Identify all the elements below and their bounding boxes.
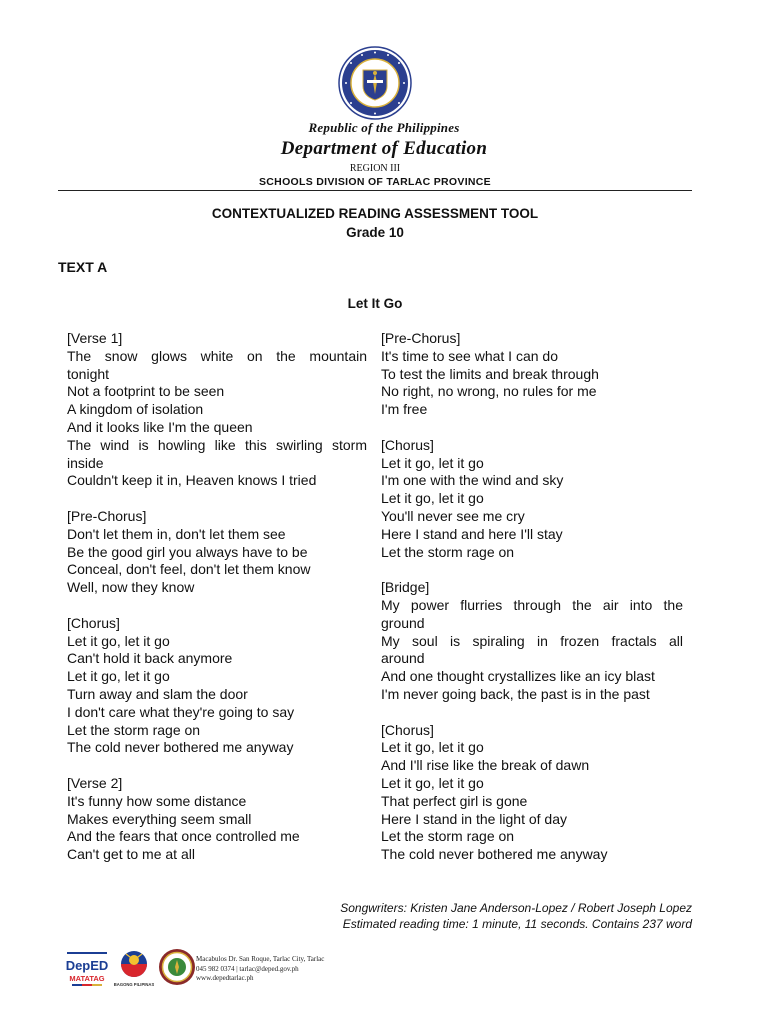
lyrics-stanza — [381, 437, 683, 562]
stanza-heading: [Bridge] — [381, 579, 430, 596]
lyric-line: Couldn't keep it in, Heaven knows I tried — [67, 472, 317, 489]
footer-address: Macabulos Dr. San Roque, Tarlac City, Tarlac — [196, 955, 325, 963]
lyric-line: A kingdom of isolation — [67, 401, 204, 418]
stanza-heading: [Pre-Chorus] — [67, 507, 147, 524]
header-divider — [58, 190, 692, 191]
department-heading: Department of Education — [280, 138, 488, 159]
lyric-line: And one thought crystallizes like an icy blast — [381, 668, 655, 685]
lyric-line: Here I stand in the light of day — [381, 810, 567, 827]
deped-matatag-logo-icon — [66, 950, 108, 990]
lyric-line: My soul is spiraling in frozen fractals all — [381, 632, 683, 649]
lyric-line: Can't get to me at all — [67, 846, 195, 863]
lyric-line: The snow glows white on the mountain — [67, 347, 367, 364]
lyric-line: I'm free — [381, 401, 428, 418]
stanza-heading: [Chorus] — [381, 436, 434, 453]
lyric-line: Let it go, let it go — [381, 774, 484, 791]
song-title: Let It Go — [347, 296, 403, 311]
lyrics-stanza — [67, 615, 367, 757]
songwriters-credit: Songwriters: Kristen Jane Anderson-Lopez / Robert Joseph Lopez — [340, 901, 692, 915]
lyric-line: My power flurries through the air into the — [381, 596, 683, 613]
lyrics-stanza — [381, 330, 683, 419]
lyrics-stanza — [381, 722, 683, 864]
lyric-line: Makes everything seem small — [67, 810, 252, 827]
lyric-line: Let it go, let it go — [381, 454, 484, 471]
lyric-line: The cold never bothered me anyway — [381, 846, 608, 863]
lyric-line: That perfect girl is gone — [381, 792, 528, 809]
lyric-line: Let it go, let it go — [67, 632, 170, 649]
lyric-line: Let it go, let it go — [381, 739, 484, 756]
grade-label: Grade 10 — [346, 225, 404, 240]
stanza-heading: [Verse 1] — [67, 330, 123, 346]
region-label: REGION III — [349, 163, 401, 174]
credits — [340, 900, 692, 932]
stanza-heading: [Pre-Chorus] — [381, 330, 461, 346]
stanza-heading: [Chorus] — [67, 614, 120, 631]
lyric-line: To test the limits and break through — [381, 365, 599, 382]
deped-logo-text: DepED — [66, 958, 108, 973]
division-seal-icon — [158, 948, 196, 986]
lyric-line: around — [381, 650, 425, 667]
lyric-line: And it looks like I'm the queen — [67, 418, 253, 435]
division-label: SCHOOLS DIVISION OF TARLAC PROVINCE — [259, 176, 491, 188]
footer — [66, 944, 366, 994]
lyric-line: It's time to see what I can do — [381, 347, 558, 364]
lyrics-left-column — [67, 330, 367, 882]
lyric-line: The cold never bothered me anyway — [67, 739, 294, 756]
lyric-line: inside — [67, 454, 104, 471]
lyric-line: Let it go, let it go — [381, 490, 484, 507]
lyrics-stanza — [67, 330, 367, 490]
republic-heading: Republic of the Philippines — [308, 120, 460, 135]
lyric-line: Can't hold it back anymore — [67, 650, 233, 667]
lyric-line: The wind is howling like this swirling storm — [67, 436, 367, 453]
lyric-line: And I'll rise like the break of dawn — [381, 757, 590, 774]
lyric-line: Let the storm rage on — [381, 543, 515, 560]
lyric-line: Let it go, let it go — [67, 668, 170, 685]
stanza-heading: [Verse 2] — [67, 774, 123, 791]
footer-phone-email: 045 982 0374 | tarlac@deped.gov.ph — [196, 964, 299, 973]
lyric-line: Let the storm rage on — [67, 721, 201, 738]
lyric-line: Here I stand and here I'll stay — [381, 525, 563, 542]
reading-time-note: Estimated reading time: 1 minute, 11 seconds. Contains 237 word — [342, 917, 692, 931]
matatag-logo-text: MATATAG — [69, 974, 105, 983]
deped-seal-icon — [338, 46, 412, 120]
lyric-line: Don't let them in, don't let them see — [67, 525, 286, 542]
lyric-line: ground — [381, 614, 425, 631]
footer-website: www.depedtarlac.ph — [196, 974, 254, 982]
lyrics-stanza — [67, 508, 367, 597]
lyric-line: It's funny how some distance — [67, 792, 247, 809]
lyric-line: Not a footprint to be seen — [67, 383, 225, 400]
lyric-line: And the fears that once controlled me — [67, 828, 300, 845]
stanza-heading: [Chorus] — [381, 721, 434, 738]
document-title: CONTEXTUALIZED READING ASSESSMENT TOOL — [211, 206, 539, 221]
bagong-pilipinas-text: BAGONG PILIPINAS — [114, 982, 154, 987]
lyric-line: No right, no wrong, no rules for me — [381, 383, 597, 400]
lyric-line: Turn away and slam the door — [67, 685, 248, 702]
lyric-line: I'm one with the wind and sky — [381, 472, 564, 489]
footer-contact — [196, 955, 324, 984]
lyric-line: I don't care what they're going to say — [67, 703, 295, 720]
bagong-pilipinas-logo-icon — [114, 948, 154, 990]
lyric-line: Let the storm rage on — [381, 828, 515, 845]
lyric-line: Conceal, don't feel, don't let them know — [67, 561, 311, 578]
lyric-line: Be the good girl you always have to be — [67, 543, 308, 560]
lyric-line: I'm never going back, the past is in the past — [381, 685, 650, 702]
lyrics-stanza — [67, 775, 367, 864]
lyrics-right-column — [381, 330, 683, 882]
lyric-line: tonight — [67, 365, 110, 382]
text-label: TEXT A — [58, 259, 108, 275]
lyric-line: Well, now they know — [67, 579, 195, 596]
lyrics-stanza — [381, 579, 683, 704]
lyric-line: You'll never see me cry — [381, 507, 525, 524]
